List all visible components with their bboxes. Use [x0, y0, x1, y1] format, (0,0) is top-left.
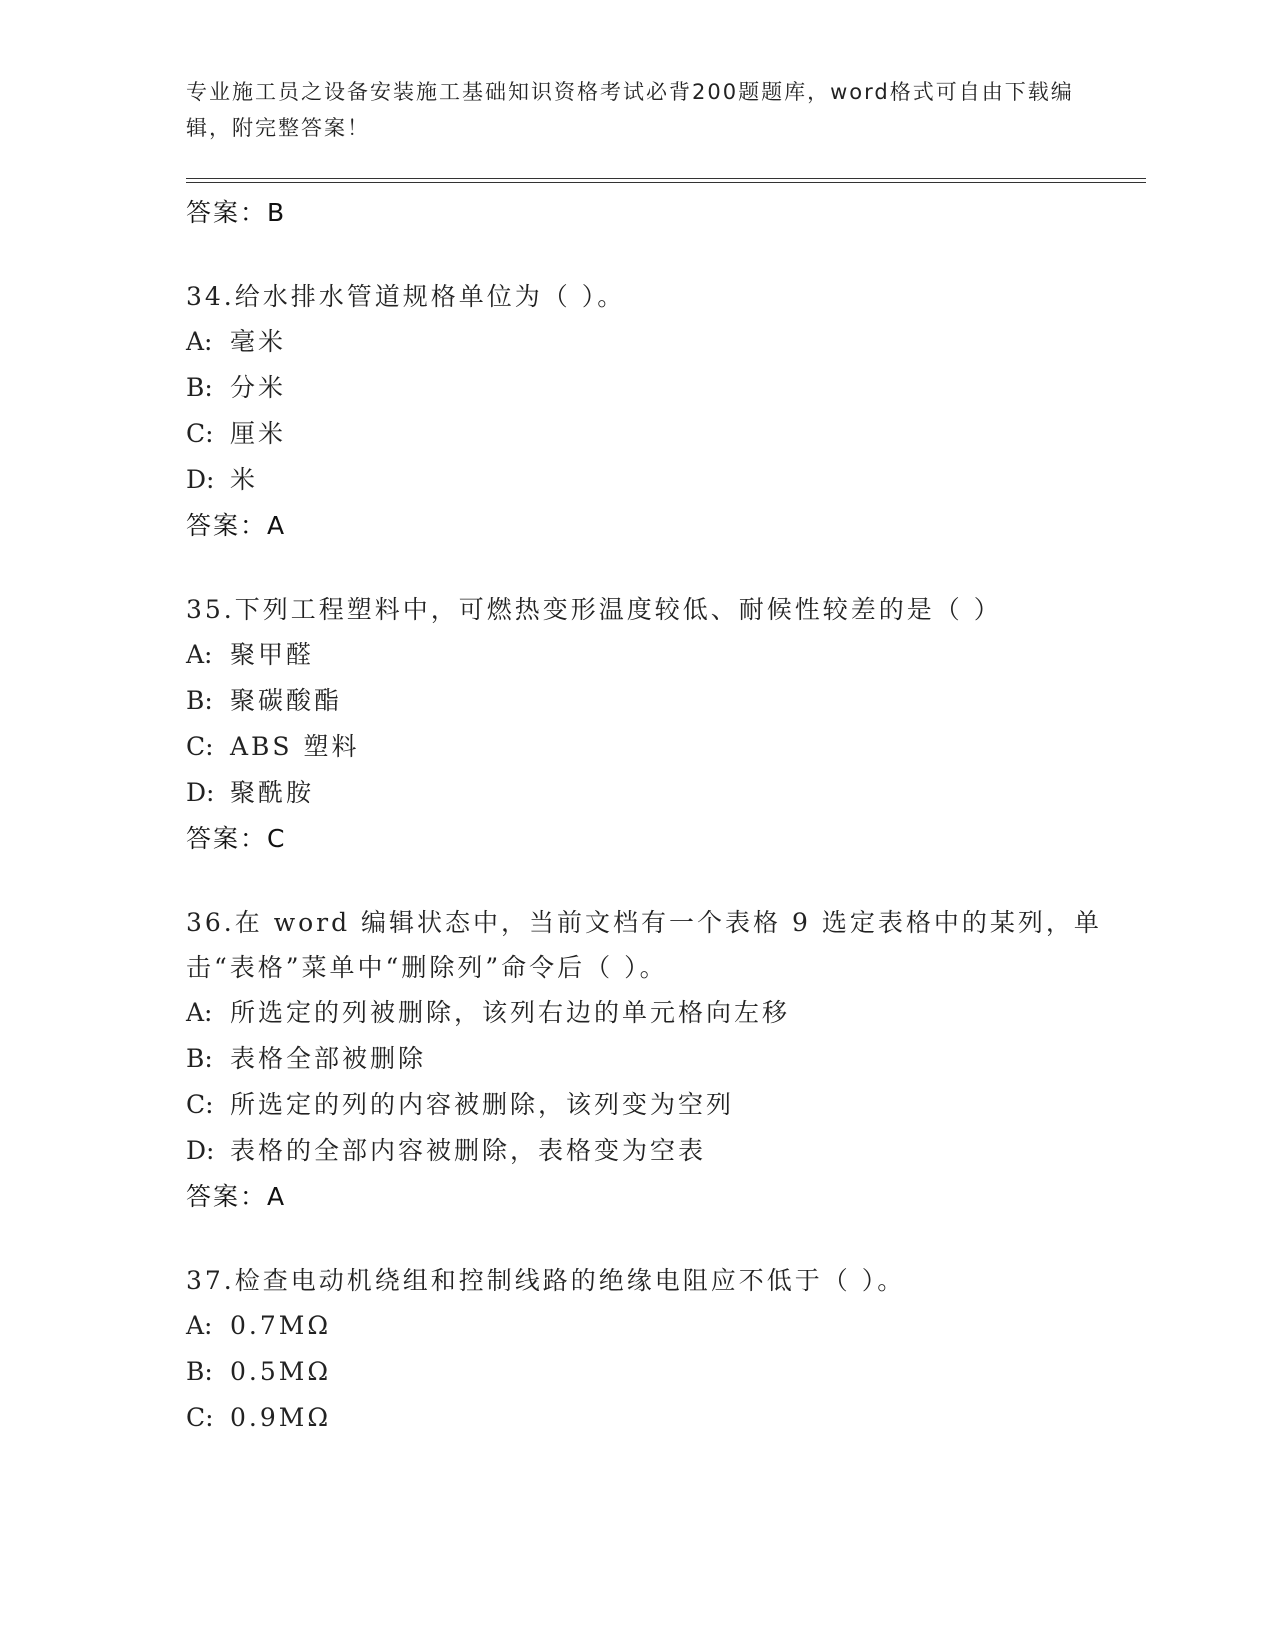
option-text: 聚碳酸酯: [230, 686, 343, 715]
option-b: [186, 1036, 1146, 1082]
option-letter: A:: [186, 1311, 213, 1340]
option-c: [186, 1082, 1146, 1128]
option-letter: A:: [186, 640, 213, 669]
option-b: [186, 365, 1146, 411]
question-34: [186, 274, 1146, 549]
option-c: [186, 1395, 1146, 1441]
question-list: [186, 186, 1146, 1441]
option-d: [186, 770, 1146, 816]
option-letter: B:: [186, 373, 213, 402]
option-b: [186, 678, 1146, 724]
option-text: 分米: [230, 373, 287, 402]
option-letter: C:: [186, 419, 214, 448]
option-text: 表格全部被删除: [230, 1044, 427, 1073]
question-35: [186, 587, 1146, 862]
option-text: 0.5MΩ: [230, 1357, 332, 1386]
option-c: [186, 724, 1146, 770]
previous-answer: 答案：B: [186, 198, 287, 227]
option-text: 0.7MΩ: [230, 1311, 332, 1340]
option-a: [186, 990, 1146, 1036]
answer-label: 答案：C: [186, 824, 287, 853]
option-a: [186, 319, 1146, 365]
option-letter: C:: [186, 1090, 214, 1119]
option-text: ABS 塑料: [230, 732, 360, 761]
option-letter: A:: [186, 998, 213, 1027]
option-d: [186, 1128, 1146, 1174]
question-37: [186, 1258, 1146, 1441]
option-letter: C:: [186, 732, 214, 761]
header-divider-double: [186, 182, 1146, 183]
answer-label: 答案：A: [186, 511, 287, 540]
option-d: [186, 457, 1146, 503]
option-letter: B:: [186, 686, 213, 715]
option-b: [186, 1349, 1146, 1395]
option-text: 毫米: [230, 327, 287, 356]
option-text: 聚甲醛: [230, 640, 315, 669]
option-text: 所选定的列的内容被删除，该列变为空列: [230, 1090, 735, 1119]
question-text: 37.检查电动机绕组和控制线路的绝缘电阻应不低于（ ）。: [186, 1266, 906, 1295]
option-letter: C:: [186, 1403, 214, 1432]
option-text: 表格的全部内容被删除，表格变为空表: [230, 1136, 707, 1165]
document-header: 专业施工员之设备安装施工基础知识资格考试必背200题题库，word格式可自由下载编辑，附完整答案！: [186, 80, 1074, 140]
option-text: 0.9MΩ: [230, 1403, 332, 1432]
question-text: 36.在 word 编辑状态中，当前文档有一个表格 9 选定表格中的某列，单击“表格”菜单中“删除列”命令后（ ）。: [186, 908, 1102, 982]
option-c: [186, 411, 1146, 457]
option-text: 厘米: [230, 419, 287, 448]
option-letter: B:: [186, 1357, 213, 1386]
option-text: 所选定的列被删除，该列右边的单元格向左移: [230, 998, 791, 1027]
question-text: 34.给水排水管道规格单位为（ ）。: [186, 282, 626, 311]
header-divider: [186, 178, 1146, 179]
option-a: [186, 632, 1146, 678]
option-a: [186, 1303, 1146, 1349]
answer-label: 答案：A: [186, 1182, 287, 1211]
option-letter: B:: [186, 1044, 213, 1073]
option-text: 聚酰胺: [230, 778, 315, 807]
option-text: 米: [230, 465, 259, 494]
question-text: 35.下列工程塑料中，可燃热变形温度较低、耐候性较差的是（ ）: [186, 595, 1002, 624]
option-letter: D:: [186, 465, 215, 494]
option-letter: A:: [186, 327, 213, 356]
question-36: [186, 900, 1146, 1220]
option-letter: D:: [186, 778, 215, 807]
option-letter: D:: [186, 1136, 215, 1165]
